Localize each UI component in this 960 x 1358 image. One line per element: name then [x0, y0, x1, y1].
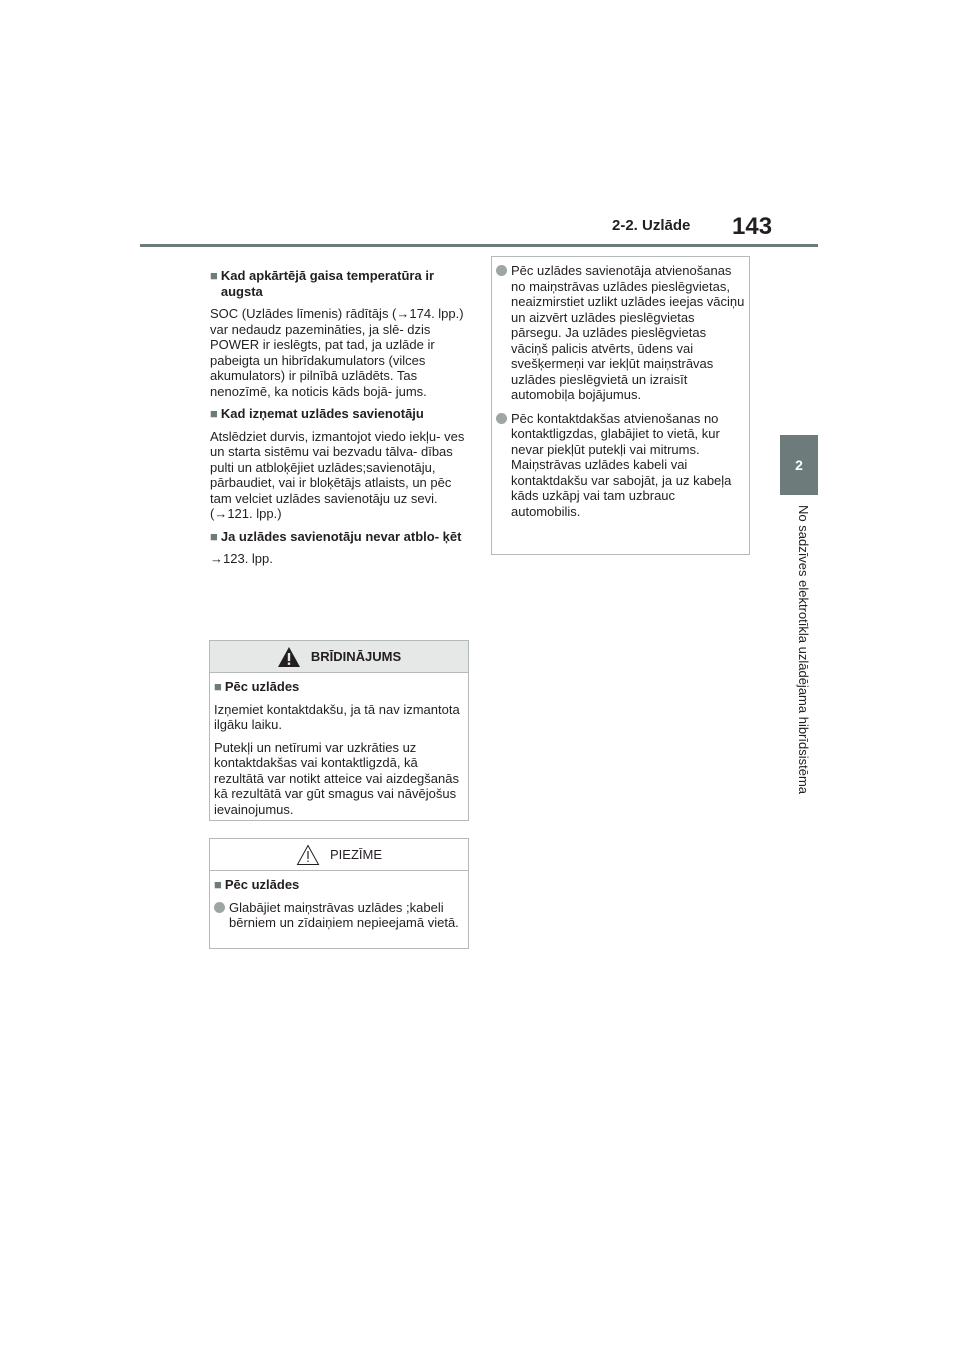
note-title: PIEZĪME: [329, 847, 382, 862]
heading-text: Ja uzlādes savienotāju nevar atblo- ķēt: [220, 528, 462, 544]
warning-body: [210, 673, 468, 830]
warning-triangle-icon: [277, 646, 301, 668]
note-box: [209, 838, 469, 949]
heading-remove-connector: [210, 406, 468, 422]
chapter-number: 2: [795, 457, 803, 473]
section-title: 2-2. Uzlāde: [612, 217, 691, 234]
warning-heading: [214, 679, 464, 695]
heading-text: Kad apkārtējā gaisa temperatūra ir augsta: [220, 268, 435, 299]
bullet-text: Pēc kontaktdakšas atvienošanas no kontaktligzdas, glabājiet to vietā, kur nevar piekļūt putekļi vai mitrums. Maiņstrāvas uzlādes kabeli vai kontaktdakšu var sabojāt, ja uz kabeļa kāds uzkāpj vai tam uzbrauc automobilis.: [511, 410, 732, 519]
paragraph-unlock: Atslēdziet durvis, izmantojot viedo iekļu- ves un starta sistēmu vai bezvadu tālva- dības pulti un atbloķējiet uzlādes;savienotāju, pārbaudiet, vai ir bloķētājs atlaists, un pēc tam velciet uzlādes savienotāju uz sevi. (→121. lpp.): [210, 428, 465, 521]
chapter-tab: [780, 435, 818, 495]
note-bullet: [496, 411, 745, 520]
round-bullet-icon: [496, 413, 507, 424]
heading-cannot-unlock: [210, 529, 468, 545]
note-bullet: [214, 900, 464, 931]
note-continued-body: [492, 257, 749, 533]
note-header: [210, 839, 468, 871]
round-bullet-icon: [214, 902, 225, 913]
square-bullet-icon: ■: [214, 877, 222, 892]
heading-text: Pēc uzlādes: [224, 877, 300, 892]
warning-box: [209, 640, 469, 821]
page-number: 143: [732, 213, 773, 240]
note-bullet: [496, 263, 745, 403]
page-reference: →123. lpp.: [210, 551, 273, 566]
square-bullet-icon: ■: [210, 528, 218, 544]
note-continued-box: [491, 256, 750, 555]
bullet-text: Pēc uzlādes savienotāja atvienošanas no maiņstrāvas uzlādes pieslēgvietas, neaizmirstiet uzlikt uzlādes ieejas vāciņu un aizvērt uzlādes pieslēgvietas pārsegu. Ja uzlādes pieslēgvietas vāciņš palicis atvērts, ūdens vai svešķermeņi var iekļūt maiņstrāvas uzlādes pieslēgvietā un izraisīt automobiļa bojājumus.: [511, 263, 745, 402]
square-bullet-icon: ■: [214, 679, 222, 694]
warning-paragraph-2: Putekļi un netīrumi var uzkrāties uz kontaktdakšas vai kontaktligzdā, kā rezultātā var notikt atteice vai aizdegšanās kā rezultātā var gūt smagus vai nāvējošus ievainojumus.: [214, 739, 459, 817]
left-column: [210, 268, 468, 574]
paragraph-soc: SOC (Uzlādes līmenis) rādītājs (→174. lpp.) var nedaudz pazemināties, ja slē- dzis POWER ir ieslēgts, pat tad, ja uzlāde ir pabeigta un hibrīdakumulators (vilces akumulators) ir pilnībā uzlādēts. Tas nenozīmē, ka noticis kāds bojā- jums.: [210, 306, 464, 399]
caution-triangle-icon: [296, 844, 320, 866]
note-body: [210, 871, 468, 945]
chapter-label: No sadzīves elektrotīkla uzlādējama hibrīdsistēma: [796, 505, 811, 795]
warning-paragraph-1: Izņemiet kontaktdakšu, ja tā nav izmantota ilgāku laiku.: [214, 701, 460, 732]
square-bullet-icon: ■: [210, 406, 218, 421]
warning-header: [210, 641, 468, 673]
heading-text: Kad izņemat uzlādes savienotāju: [220, 406, 424, 421]
heading-text: Pēc uzlādes: [224, 679, 300, 694]
header-rule: [140, 244, 818, 247]
round-bullet-icon: [496, 265, 507, 276]
heading-temperature: [210, 268, 468, 299]
warning-title: BRĪDINĀJUMS: [310, 649, 402, 664]
square-bullet-icon: ■: [210, 268, 218, 283]
bullet-text: Glabājiet maiņstrāvas uzlādes ;kabeli bērniem un zīdaiņiem nepieejamā vietā.: [229, 899, 459, 930]
note-heading: [214, 877, 464, 893]
